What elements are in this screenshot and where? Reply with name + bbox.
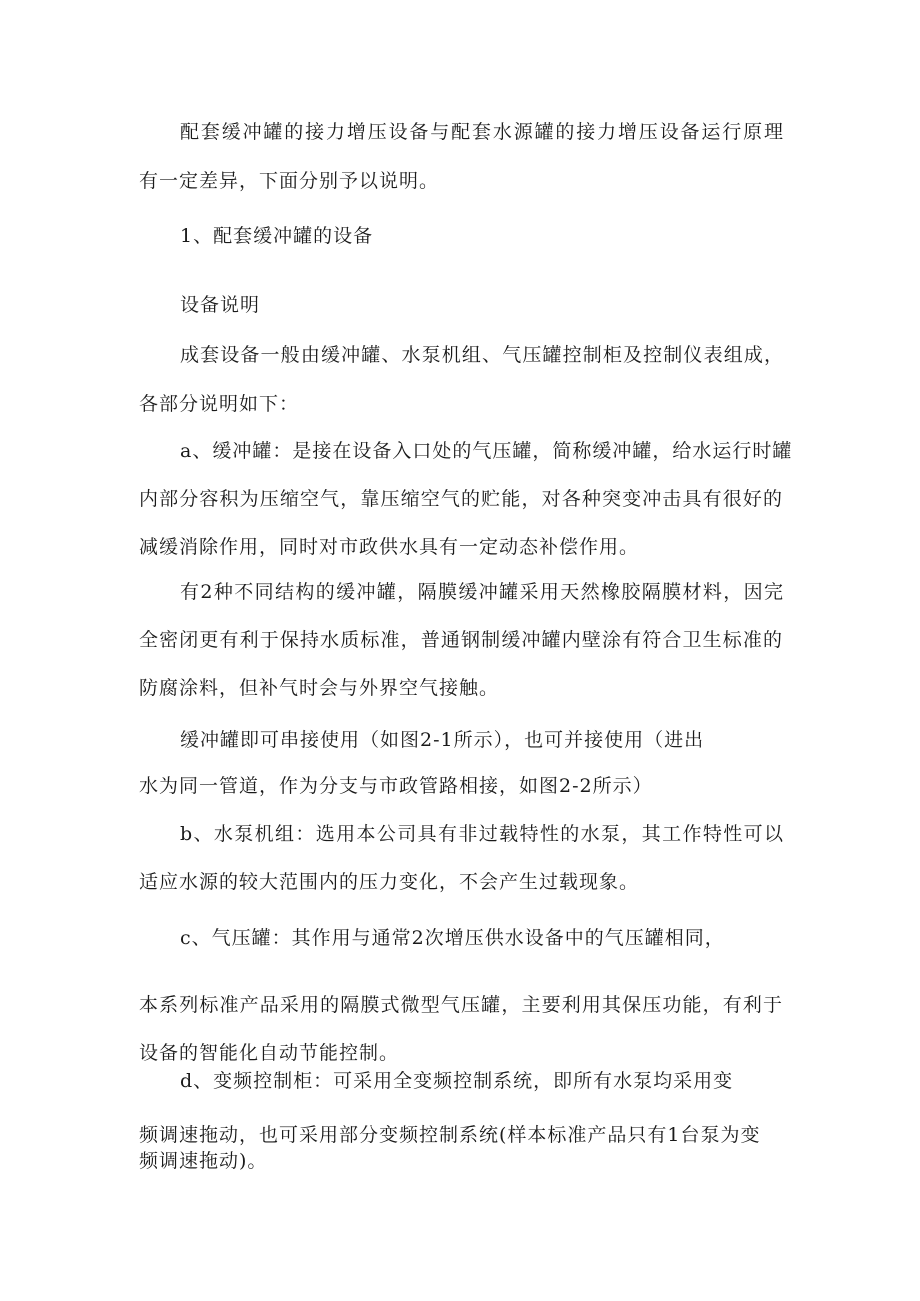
item-c-line-2: 本系列标准产品采用的隔膜式微型气压罐，主要利用其保压功能，有利于 (139, 994, 783, 1016)
item-a-line-3: 减缓消除作用，同时对市政供水具有一定动态补偿作用。 (139, 536, 640, 558)
item-d-line-3: 频调速拖动)。 (139, 1150, 268, 1172)
item-c-line-3: 设备的智能化自动节能控制。 (139, 1042, 400, 1064)
item-a-line-2: 内部分容积为压缩空气，靠压缩空气的贮能，对各种突变冲击具有很好的 (139, 488, 783, 510)
intro-line-1: 配套缓冲罐的接力增压设备与配套水源罐的接力增压设备运行原理 (180, 121, 784, 143)
overview-line-2: 各部分说明如下： (139, 393, 300, 415)
item-b-line-1: b、水泵机组：选用本公司具有非过载特性的水泵，其工作特性可以 (180, 823, 784, 845)
overview-line-1: 成套设备一般由缓冲罐、水泵机组、气压罐控制柜及控制仪表组成， (180, 344, 784, 366)
structures-line-3: 防腐涂料，但补气时会与外界空气接触。 (139, 677, 500, 699)
structures-line-1: 有2种不同结构的缓冲罐，隔膜缓冲罐采用天然橡胶隔膜材料，因完 (180, 581, 784, 603)
item-d-line-1: d、变频控制柜：可采用全变频控制系统，即所有水泵均采用变 (180, 1070, 734, 1092)
connection-line-1: 缓冲罐即可串接使用（如图2-1所示），也可并接使用（进出 (180, 729, 705, 751)
item-c-line-1: c、气压罐：其作用与通常2次增压供水设备中的气压罐相同， (180, 927, 725, 949)
connection-line-2: 水为同一管道，作为分支与市政管路相接，如图2-2所示） (139, 775, 653, 797)
intro-line-2: 有一定差异，下面分别予以说明。 (139, 170, 440, 192)
item-d-line-2: 频调速拖动，也可采用部分变频控制系统(样本标准产品只有1台泵为变 (139, 1124, 761, 1146)
subheading: 设备说明 (180, 294, 261, 316)
structures-line-2: 全密闭更有利于保持水质标准，普通钢制缓冲罐内壁涂有符合卫生标准的 (139, 629, 783, 651)
item-b-line-2: 适应水源的较大范围内的压力变化，不会产生过载现象。 (139, 871, 640, 893)
item-a-line-1: a、缓冲罐：是接在设备入口处的气压罐，简称缓冲罐，给水运行时罐 (180, 440, 793, 462)
section-heading: 1、配套缓冲罐的设备 (180, 225, 374, 247)
